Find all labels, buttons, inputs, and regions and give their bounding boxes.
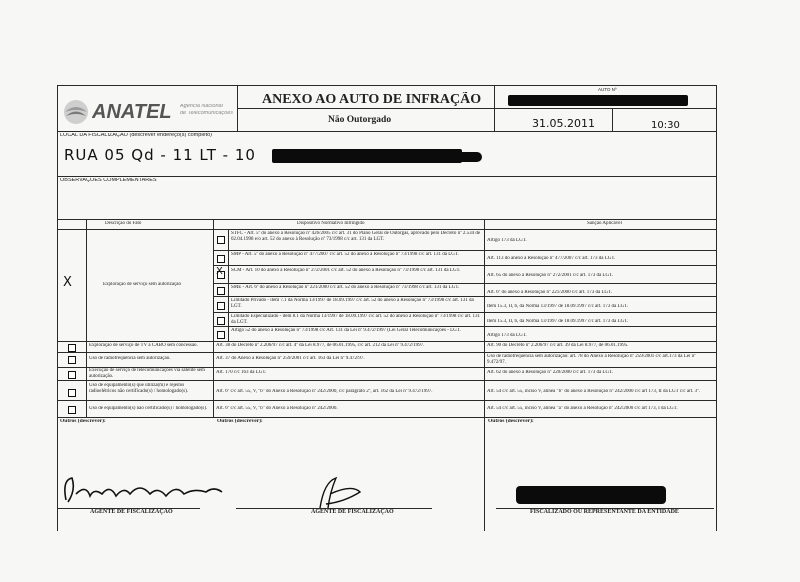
sub-norm-stfc: STFC - Art. 5º do anexo à Resolução nº 426/2005 c/c art. 31 do Plano Geral de Outorgas, aprovado pelo Decreto nº 2.534 de 02.04.1998 e/o art. 52 do anexo à Resolução nº 73/1998 c/c art. 131 da LGT. xyxy=(231,231,481,242)
row-sancao-radiofrequencia: Uso de radiofrequência sem autorização: art. 78 do Anexo à Resolução nº 259/2001 c/c art.173 da Lei nº 9.472/97. xyxy=(487,354,696,365)
row-sancao-satelite: Art. 62 do anexo à Resolução nº 220/2000 c/c art. 173 da LGT. xyxy=(487,370,614,375)
fact-main-check[interactable]: X xyxy=(63,276,72,289)
sub-norm-artigo-52: Artigo 52 do anexo à Resolução nº 73/1998 c/c Art. 131 da Lei nº 9.472/1997 (Lei Geral Telecomunicações - LGT. xyxy=(231,328,461,333)
title-rule xyxy=(237,108,717,109)
row-norm-radiofrequencia: Art. 37 do Anexo à Resolução nº 259/2001 c/c art. 163 da Lei nº 9.472/97. xyxy=(216,356,365,361)
row-desc-tv-cabo: Exploração de serviço de TV a CABO sem concessão. xyxy=(89,343,198,348)
sig-label-fiscalizado: FISCALIZADO OU REPRESENTANTE DA ENTIDADE xyxy=(530,509,679,515)
local-label: LOCAL DA FISCALIZAÇÃO (descrever endereço(s) completo) xyxy=(60,133,213,138)
auto-label: AUTO Nº xyxy=(598,87,617,92)
sub-sancao-limitado-especializado: Item 15.3, II, b, da Norma 13/1997 de 18.09.1997 c/c art. 173 da LGT. xyxy=(487,319,629,324)
col-line-desc xyxy=(213,219,214,417)
row-rule-4 xyxy=(57,380,717,381)
redaction-address-2 xyxy=(452,152,482,162)
outros-label-3: Outros (descrever): xyxy=(488,419,534,424)
local-handwritten: RUA 05 Qd - 11 LT - 10 xyxy=(64,147,256,164)
obs-label: OBSERVAÇÕES COMPLEMENTARES xyxy=(60,178,157,183)
redaction-signature xyxy=(516,486,666,504)
local-top-rule xyxy=(57,131,717,132)
checkbox-satelite[interactable] xyxy=(68,371,76,379)
checkbox-radiofrequencia[interactable] xyxy=(68,356,76,364)
row-norm-equipamento-rejeitos: Art. 6º c/c art. 55, V, "b" do Anexo à Resolução nº 242/2000, c/c parágrafo 2º, art. 162 da Lei nº 9.472/1997. xyxy=(216,389,433,394)
signature-agent-2 xyxy=(300,472,390,512)
frame-right xyxy=(716,85,717,531)
sub-norm-scm: SCM - Art. 10 do anexo à Resolução nº 272/2001 c/c art. 52 do anexo à Resolução nº 73/1998 c/c art. 131 da LGT. xyxy=(231,268,461,273)
date-handwritten: 31.05.2011 xyxy=(532,118,595,130)
outros-label-1: Outros (descrever): xyxy=(60,419,106,424)
sub-sancao-scm: Art. 65 do anexo à Resolução nº 272/2001 c/c art. 173 da LGT. xyxy=(487,273,614,278)
scm-check-mark: X xyxy=(216,267,223,277)
logo-text: ANATEL xyxy=(92,101,172,123)
header-divider-3 xyxy=(612,108,613,131)
page-title: ANEXO AO AUTO DE INFRAÇÃO xyxy=(262,92,482,107)
sub-sancao-stfc: Artigo 173 da LGT. xyxy=(487,238,527,243)
obs-top-rule xyxy=(57,176,717,177)
row-rule-2 xyxy=(57,352,717,353)
sub-norm-sme: SME - Art. 6º do anexo à Resolução nº 221/2000 c/c art. 52 do anexo à Resolução nº 73/1998 c/c art. 131 da LGT. xyxy=(231,285,460,290)
row-desc-radiofrequencia: Uso de radiofrequência sem autorização. xyxy=(89,356,171,361)
row-sancao-tv-cabo: Art. 90 do Decreto nº 2.206/97 c/c art. 39 da Lei 8.977, de 06.01.1995. xyxy=(487,343,629,348)
row-sancao-equipamento-nao-certificado: Art. 54 c/c art. 55, inciso V, alínea "a" do anexo à Resolução nº 242/2000 c/c art 173, I da LGT. xyxy=(487,406,678,411)
checkbox-equipamento-nao-certificado[interactable] xyxy=(68,406,76,414)
sub-sancao-sme: Art. 6º do anexo à Resolução nº 221/2000 c/c art. 173 da LGT. xyxy=(487,290,613,295)
page-subtitle: Não Outorgado xyxy=(328,115,392,125)
sub-sancao-limitado-privado: Item 15.3, II, b, da Norma 13/1997 de 18.09.1997 c/c art. 173 da LGT. xyxy=(487,304,629,309)
checkbox-limitado-privado[interactable] xyxy=(217,302,225,310)
anatel-logo xyxy=(60,95,235,131)
signature-agent-1 xyxy=(58,470,228,510)
checkbox-equipamento-rejeitos[interactable] xyxy=(68,389,76,397)
row-desc-satelite: Execução de serviço de telecomunicações via satélite sem autorização. xyxy=(89,368,205,379)
row-norm-tv-cabo: Art. 38 do Decreto nº 2.206/97 c/c art. 4º da Lei 8.977, de 06.01.1995, c/c art. 212 da Lei nº 9.472/1997. xyxy=(216,343,425,348)
checkbox-sme[interactable] xyxy=(217,287,225,295)
redaction-auto-number xyxy=(508,95,688,106)
sig-label-agent-2: AGENTE DE FISCALIZAÇÃO xyxy=(311,509,394,515)
checkbox-tv-cabo[interactable] xyxy=(68,344,76,352)
sub-sancao-artigo-52: Artigo 173 da LGT. xyxy=(487,333,527,338)
sub-norm-smp: SMP - Art. 5º do anexo à Resolução nº 477/2007 c/c art. 52 do anexo à Resolução nº 73/1998 c/c art. 131 da LGT. xyxy=(231,252,459,257)
checkbox-smp[interactable] xyxy=(217,255,225,263)
row-rule-1 xyxy=(57,341,717,342)
sub-rule-2 xyxy=(213,265,717,266)
col-header-sancao: Sanção Aplicável xyxy=(587,221,622,226)
table-header-rule xyxy=(57,229,717,230)
row-rule-6 xyxy=(57,417,717,418)
col-line-sub xyxy=(228,229,229,341)
logo-sub-1: Agência Nacional xyxy=(180,104,223,109)
sub-norm-limitado-especializado: Limitado Especializado - item 8.1 da Norma 13/1997 de 18.09.1997 c/c art. 52 do anexo à Resolução nº 73/1998 c/c art. 131 da LGT. xyxy=(231,314,480,325)
sub-rule-1 xyxy=(213,250,717,251)
sub-rule-6 xyxy=(213,326,717,327)
col-line-check xyxy=(86,219,87,417)
col-header-norm: Dispositivo Normativo Infringido xyxy=(297,221,365,226)
table-top-rule xyxy=(57,219,717,220)
row-norm-satelite: Art. 170 c/c 163 da LGT. xyxy=(216,370,267,375)
sub-rule-5 xyxy=(213,312,717,313)
anatel-logo-icon xyxy=(62,98,90,126)
sig-label-agent-1: AGENTE DE FISCALIZAÇÃO xyxy=(90,509,173,515)
sub-rule-4 xyxy=(213,296,717,297)
row-rule-5 xyxy=(57,400,717,401)
redaction-address xyxy=(272,149,462,163)
frame-left xyxy=(57,85,58,531)
logo-sub-2: de Telecomunicações xyxy=(180,111,233,116)
frame-top xyxy=(57,85,717,86)
sub-norm-limitado-privado: Limitado Privado - item 7.1 da Norma 13/1997 de 18.09.1997 c/c art. 52 do anexo à Resolução nº 73/1998 c/c art. 131 da LGT. xyxy=(231,298,474,309)
outros-label-2: Outros (descrever): xyxy=(217,419,263,424)
row-desc-equipamento-rejeitos: Uso de equipamento(s) que utiliza(m) e rejeitos radioelétricos não certificado(s) / homologado(s). xyxy=(89,383,188,394)
sub-rule-3 xyxy=(213,283,717,284)
row-norm-equipamento-nao-certificado: Art. 6º c/c art. 55, V, "b" do Anexo à Resolução nº 242/2000. xyxy=(216,406,338,411)
checkbox-artigo-52[interactable] xyxy=(217,331,225,339)
checkbox-limitado-especializado[interactable] xyxy=(217,317,225,325)
row-desc-equipamento-nao-certificado: Uso de equipamento(s) não certificado(s) / homologado(s). xyxy=(89,406,208,411)
time-handwritten: 10:30 xyxy=(651,120,680,131)
row-sancao-equipamento-rejeitos: Art. 54 c/c art. 55, inciso V, alínea "b" do anexo à Resolução nº 242/2000 c/c art 173, II da LGT c/c art. 3º. xyxy=(487,389,700,394)
checkbox-stfc[interactable] xyxy=(217,236,225,244)
fact-main-label: Exploração de serviço sem autorização xyxy=(103,282,182,287)
sub-sancao-smp: Art. 113 do anexo à Resolução nº 477/2007 c/c art. 173 da LGT. xyxy=(487,256,616,261)
col-header-desc: Descrição do Fato xyxy=(105,221,142,226)
